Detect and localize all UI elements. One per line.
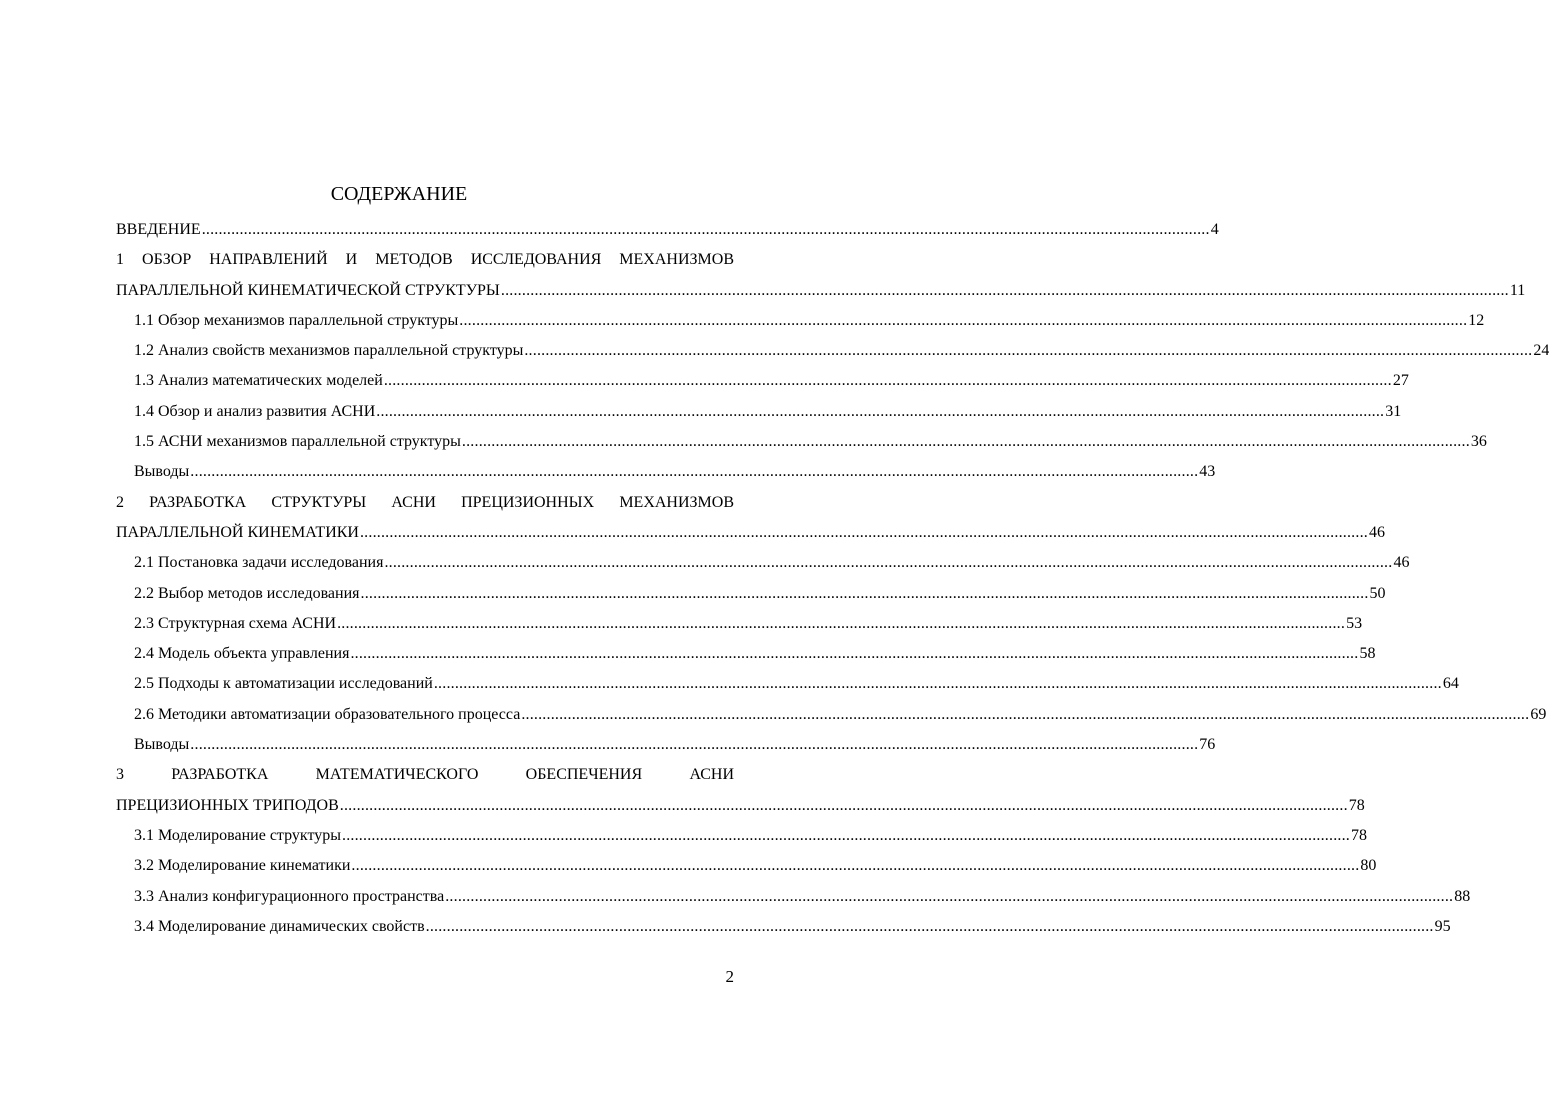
toc-leader-dots: ................................................................................................................................................................................................................................................ [351, 857, 1360, 875]
toc-page-number: 88 [1454, 887, 1471, 905]
toc-label: Выводы [134, 463, 190, 481]
toc-leader-dots: ................................................................................................................................................................................................................................................ [359, 523, 1368, 541]
toc-label: 3.3 Анализ конфигурационного пространства [134, 887, 445, 905]
toc-entry-3-4[interactable] [116, 912, 1451, 942]
toc-label: 2.1 Постановка задачи исследования [134, 554, 384, 572]
toc-entry-2-6[interactable] [116, 700, 1547, 730]
toc-page-number: 46 [1368, 523, 1385, 541]
toc-leader-dots: ................................................................................................................................................................................................................................................ [384, 554, 1393, 572]
toc-entry-2-3[interactable] [116, 609, 1363, 639]
toc-label: 1.5 АСНИ механизмов параллельной структуры [134, 433, 461, 451]
toc-label: 1.4 Обзор и анализ развития АСНИ [134, 402, 376, 420]
toc-entry-1-2[interactable] [116, 336, 1549, 366]
toc-label: 2.2 Выбор методов исследования [134, 584, 360, 602]
toc-label: ПАРАЛЛЕЛЬНОЙ КИНЕМАТИКИ [116, 523, 359, 541]
toc-page-number: 36 [1470, 433, 1487, 451]
toc-leader-dots: ................................................................................................................................................................................................................................................ [461, 433, 1470, 451]
toc-page-number: 78 [1351, 826, 1367, 844]
toc-page-number: 58 [1359, 645, 1376, 663]
toc-label: ВВЕДЕНИЕ [116, 221, 201, 238]
toc-leader-dots: ................................................................................................................................................................................................................................................ [190, 736, 1199, 754]
toc-label: 2.3 Структурная схема АСНИ [134, 614, 337, 632]
toc-entry-chapter-3[interactable] [116, 791, 1365, 821]
toc-entry-2-4[interactable] [116, 639, 1376, 669]
toc-leader-dots: ................................................................................................................................................................................................................................................ [433, 675, 1442, 693]
toc-page-number: 4 [1210, 221, 1219, 238]
toc-entry-conclusions-1[interactable] [116, 457, 1216, 487]
toc-label: 2.5 Подходы к автоматизации исследований [134, 675, 433, 693]
toc-entry-2-2[interactable] [116, 579, 1386, 609]
toc-entry-1-1[interactable] [116, 306, 1485, 336]
toc-leader-dots: ................................................................................................................................................................................................................................................ [383, 372, 1392, 390]
toc-label: 1.2 Анализ свойств механизмов параллельной структуры [134, 342, 524, 360]
toc-page-number: 12 [1468, 311, 1485, 329]
toc-leader-dots: ................................................................................................................................................................................................................................................ [339, 796, 1348, 814]
toc-leader-dots: ................................................................................................................................................................................................................................................ [190, 463, 1199, 481]
toc-page-number: 95 [1434, 917, 1451, 935]
toc-entry-3-3[interactable] [116, 882, 1471, 912]
toc-page-number: 76 [1199, 736, 1216, 754]
toc-entry-2-5[interactable] [116, 669, 1459, 699]
toc-entry-1-4[interactable] [116, 397, 1402, 427]
toc-leader-dots: ................................................................................................................................................................................................................................................ [521, 705, 1530, 723]
toc-label: 2.4 Модель объекта управления [134, 645, 350, 663]
toc-page-number: 31 [1385, 402, 1402, 420]
toc-entry-3-2[interactable] [116, 851, 1377, 881]
toc-label: 3.4 Моделирование динамических свойств [134, 917, 425, 935]
toc-leader-dots: ................................................................................................................................................................................................................................................ [524, 342, 1533, 360]
toc-page-number: 64 [1442, 675, 1459, 693]
toc-entry-1-5[interactable] [116, 427, 1487, 457]
toc-leader-dots: ................................................................................................................................................................................................................................................ [350, 645, 1359, 663]
toc-chapter-2-heading-line[interactable]: 2 РАЗРАБОТКА СТРУКТУРЫ АСНИ ПРЕЦИЗИОННЫХ МЕХАНИЗМОВ [116, 493, 734, 511]
toc-leader-dots: ................................................................................................................................................................................................................................................ [445, 887, 1454, 905]
table-of-contents [116, 215, 1549, 942]
toc-entry-3-1[interactable] [116, 821, 1367, 851]
toc-entry-1-3[interactable] [116, 366, 1409, 396]
page-number: 2 [725, 967, 734, 986]
toc-page-number: 50 [1369, 584, 1386, 602]
toc-page-number: 11 [1509, 281, 1526, 299]
toc-page-number: 80 [1360, 857, 1377, 875]
toc-leader-dots: ................................................................................................................................................................................................................................................ [360, 584, 1369, 602]
toc-page-number: 69 [1530, 705, 1547, 723]
toc-label: 3.2 Моделирование кинематики [134, 857, 351, 875]
toc-leader-dots: ................................................................................................................................................................................................................................................ [201, 221, 1210, 238]
toc-page-number: 24 [1533, 342, 1549, 360]
toc-leader-dots: ................................................................................................................................................................................................................................................ [342, 826, 1350, 844]
toc-leader-dots: ................................................................................................................................................................................................................................................ [500, 281, 1509, 299]
toc-label: 2.6 Методики автоматизации образовательного процесса [134, 705, 521, 723]
toc-leader-dots: ................................................................................................................................................................................................................................................ [459, 311, 1468, 329]
toc-entry-chapter-1[interactable] [116, 276, 1526, 306]
toc-label: 1.1 Обзор механизмов параллельной структуры [134, 311, 459, 329]
toc-label: 3.1 Моделирование структуры [134, 826, 341, 844]
toc-label: ПАРАЛЛЕЛЬНОЙ КИНЕМАТИЧЕСКОЙ СТРУКТУРЫ [116, 281, 500, 299]
toc-leader-dots: ................................................................................................................................................................................................................................................ [337, 614, 1346, 632]
toc-leader-dots: ................................................................................................................................................................................................................................................ [376, 402, 1385, 420]
toc-leader-dots: ................................................................................................................................................................................................................................................ [425, 917, 1434, 935]
toc-page-number: 53 [1346, 614, 1363, 632]
toc-page-number: 78 [1348, 796, 1365, 814]
toc-chapter-1-heading-line[interactable]: 1 ОБЗОР НАПРАВЛЕНИЙ И МЕТОДОВ ИССЛЕДОВАНИЯ МЕХАНИЗМОВ [116, 251, 734, 269]
toc-label: 1.3 Анализ математических моделей [134, 372, 383, 390]
toc-entry-conclusions-2[interactable] [116, 730, 1216, 760]
toc-page-number: 43 [1199, 463, 1216, 481]
toc-page-number: 27 [1392, 372, 1409, 390]
page-title: СОДЕРЖАНИЕ [330, 183, 468, 205]
toc-entry-chapter-2[interactable] [116, 518, 1385, 548]
toc-label: ПРЕЦИЗИОННЫХ ТРИПОДОВ [116, 796, 339, 814]
toc-entry-introduction[interactable] [116, 215, 1219, 245]
toc-page-number: 46 [1393, 554, 1410, 572]
toc-entry-2-1[interactable] [116, 548, 1410, 578]
toc-label: Выводы [134, 736, 190, 754]
toc-chapter-3-heading-line[interactable]: 3 РАЗРАБОТКА МАТЕМАТИЧЕСКОГО ОБЕСПЕЧЕНИЯ АСНИ [116, 766, 734, 784]
